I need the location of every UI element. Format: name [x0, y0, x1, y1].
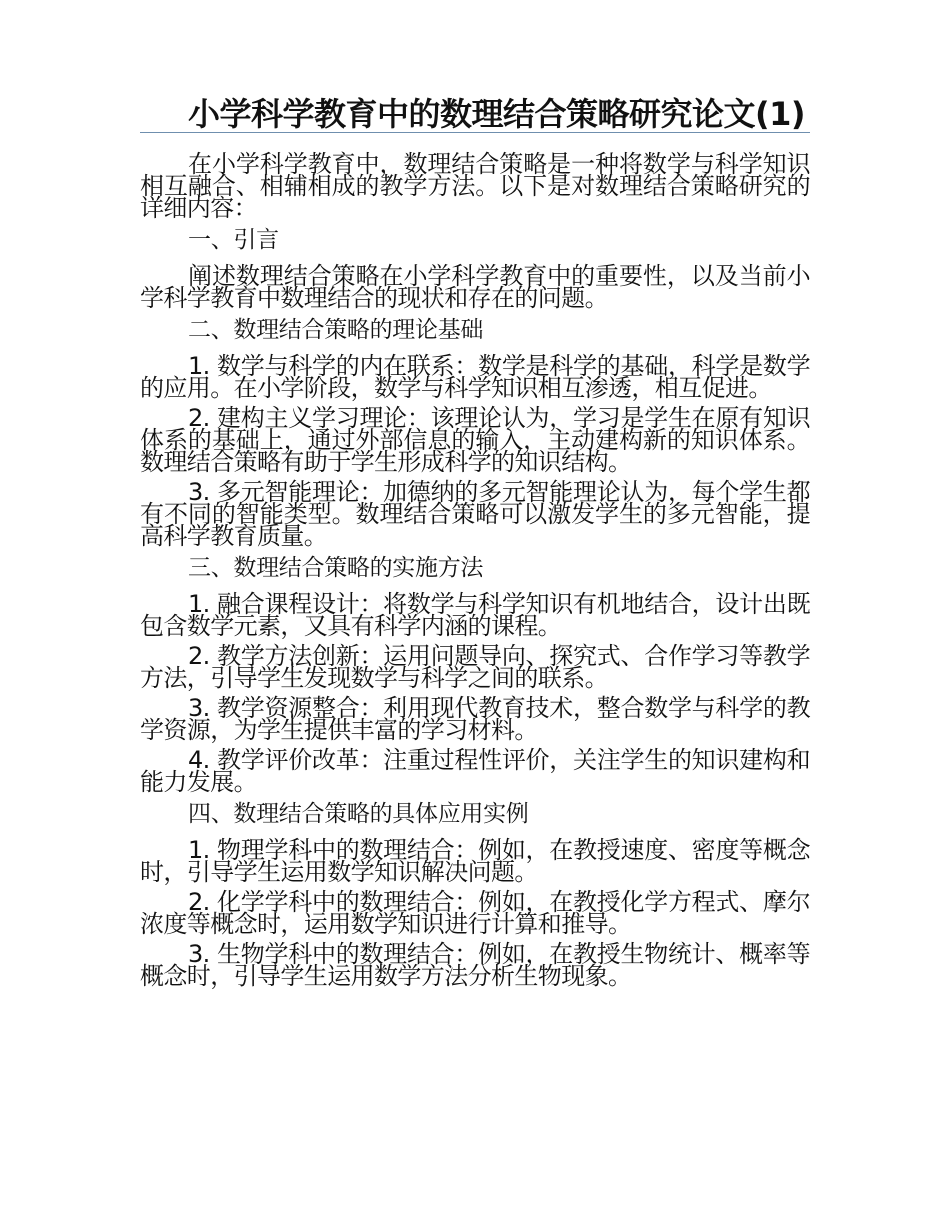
- paragraph: 3. 生物学科中的数理结合：例如，在教授生物统计、概率等概念时，引导学生运用数学方法分析生物现象。: [140, 940, 810, 990]
- section-heading-examples: 四、数理结合策略的具体应用实例: [188, 801, 529, 827]
- section-heading-intro: 一、引言: [188, 227, 279, 253]
- paragraph: 1. 融合课程设计：将数学与科学知识有机地结合，设计出既包含数学元素，又具有科学内涵的课程。: [140, 590, 810, 640]
- paragraph: 2. 化学学科中的数理结合：例如，在教授化学方程式、摩尔浓度等概念时，运用数学知识进行计算和推导。: [140, 888, 810, 938]
- section-heading-theory: 二、数理结合策略的理论基础: [188, 317, 484, 343]
- section-heading-methods: 三、数理结合策略的实施方法: [188, 555, 484, 581]
- paragraph: 1. 物理学科中的数理结合：例如，在教授速度、密度等概念时，引导学生运用数学知识解决问题。: [140, 836, 810, 886]
- paragraph: 1. 数学与科学的内在联系：数学是科学的基础，科学是数学的应用。在小学阶段，数学与科学知识相互渗透，相互促进。: [140, 352, 810, 402]
- intro-paragraph: 在小学科学教育中，数理结合策略是一种将数学与科学知识相互融合、相辅相成的教学方法。以下是对数理结合策略研究的详细内容：: [140, 150, 810, 222]
- paragraph: 4. 教学评价改革：注重过程性评价，关注学生的知识建构和能力发展。: [140, 746, 810, 796]
- paragraph: 2. 建构主义学习理论：该理论认为，学习是学生在原有知识体系的基础上，通过外部信息的输入，主动建构新的知识体系。数理结合策略有助于学生形成科学的知识结构。: [140, 404, 810, 476]
- document-body: [140, 150, 810, 990]
- paragraph: 阐述数理结合策略在小学科学教育中的重要性，以及当前小学科学教育中数理结合的现状和存在的问题。: [140, 262, 810, 312]
- paragraph: 2. 教学方法创新：运用问题导向、探究式、合作学习等教学方法，引导学生发现数学与科学之间的联系。: [140, 642, 810, 692]
- document-title: 小学科学教育中的数理结合策略研究论文(1): [188, 95, 806, 133]
- paragraph: 3. 教学资源整合：利用现代教育技术，整合数学与科学的教学资源，为学生提供丰富的学习材料。: [140, 694, 810, 744]
- document-page: [140, 95, 810, 995]
- paragraph: 3. 多元智能理论：加德纳的多元智能理论认为，每个学生都有不同的智能类型。数理结合策略可以激发学生的多元智能，提高科学教育质量。: [140, 478, 810, 550]
